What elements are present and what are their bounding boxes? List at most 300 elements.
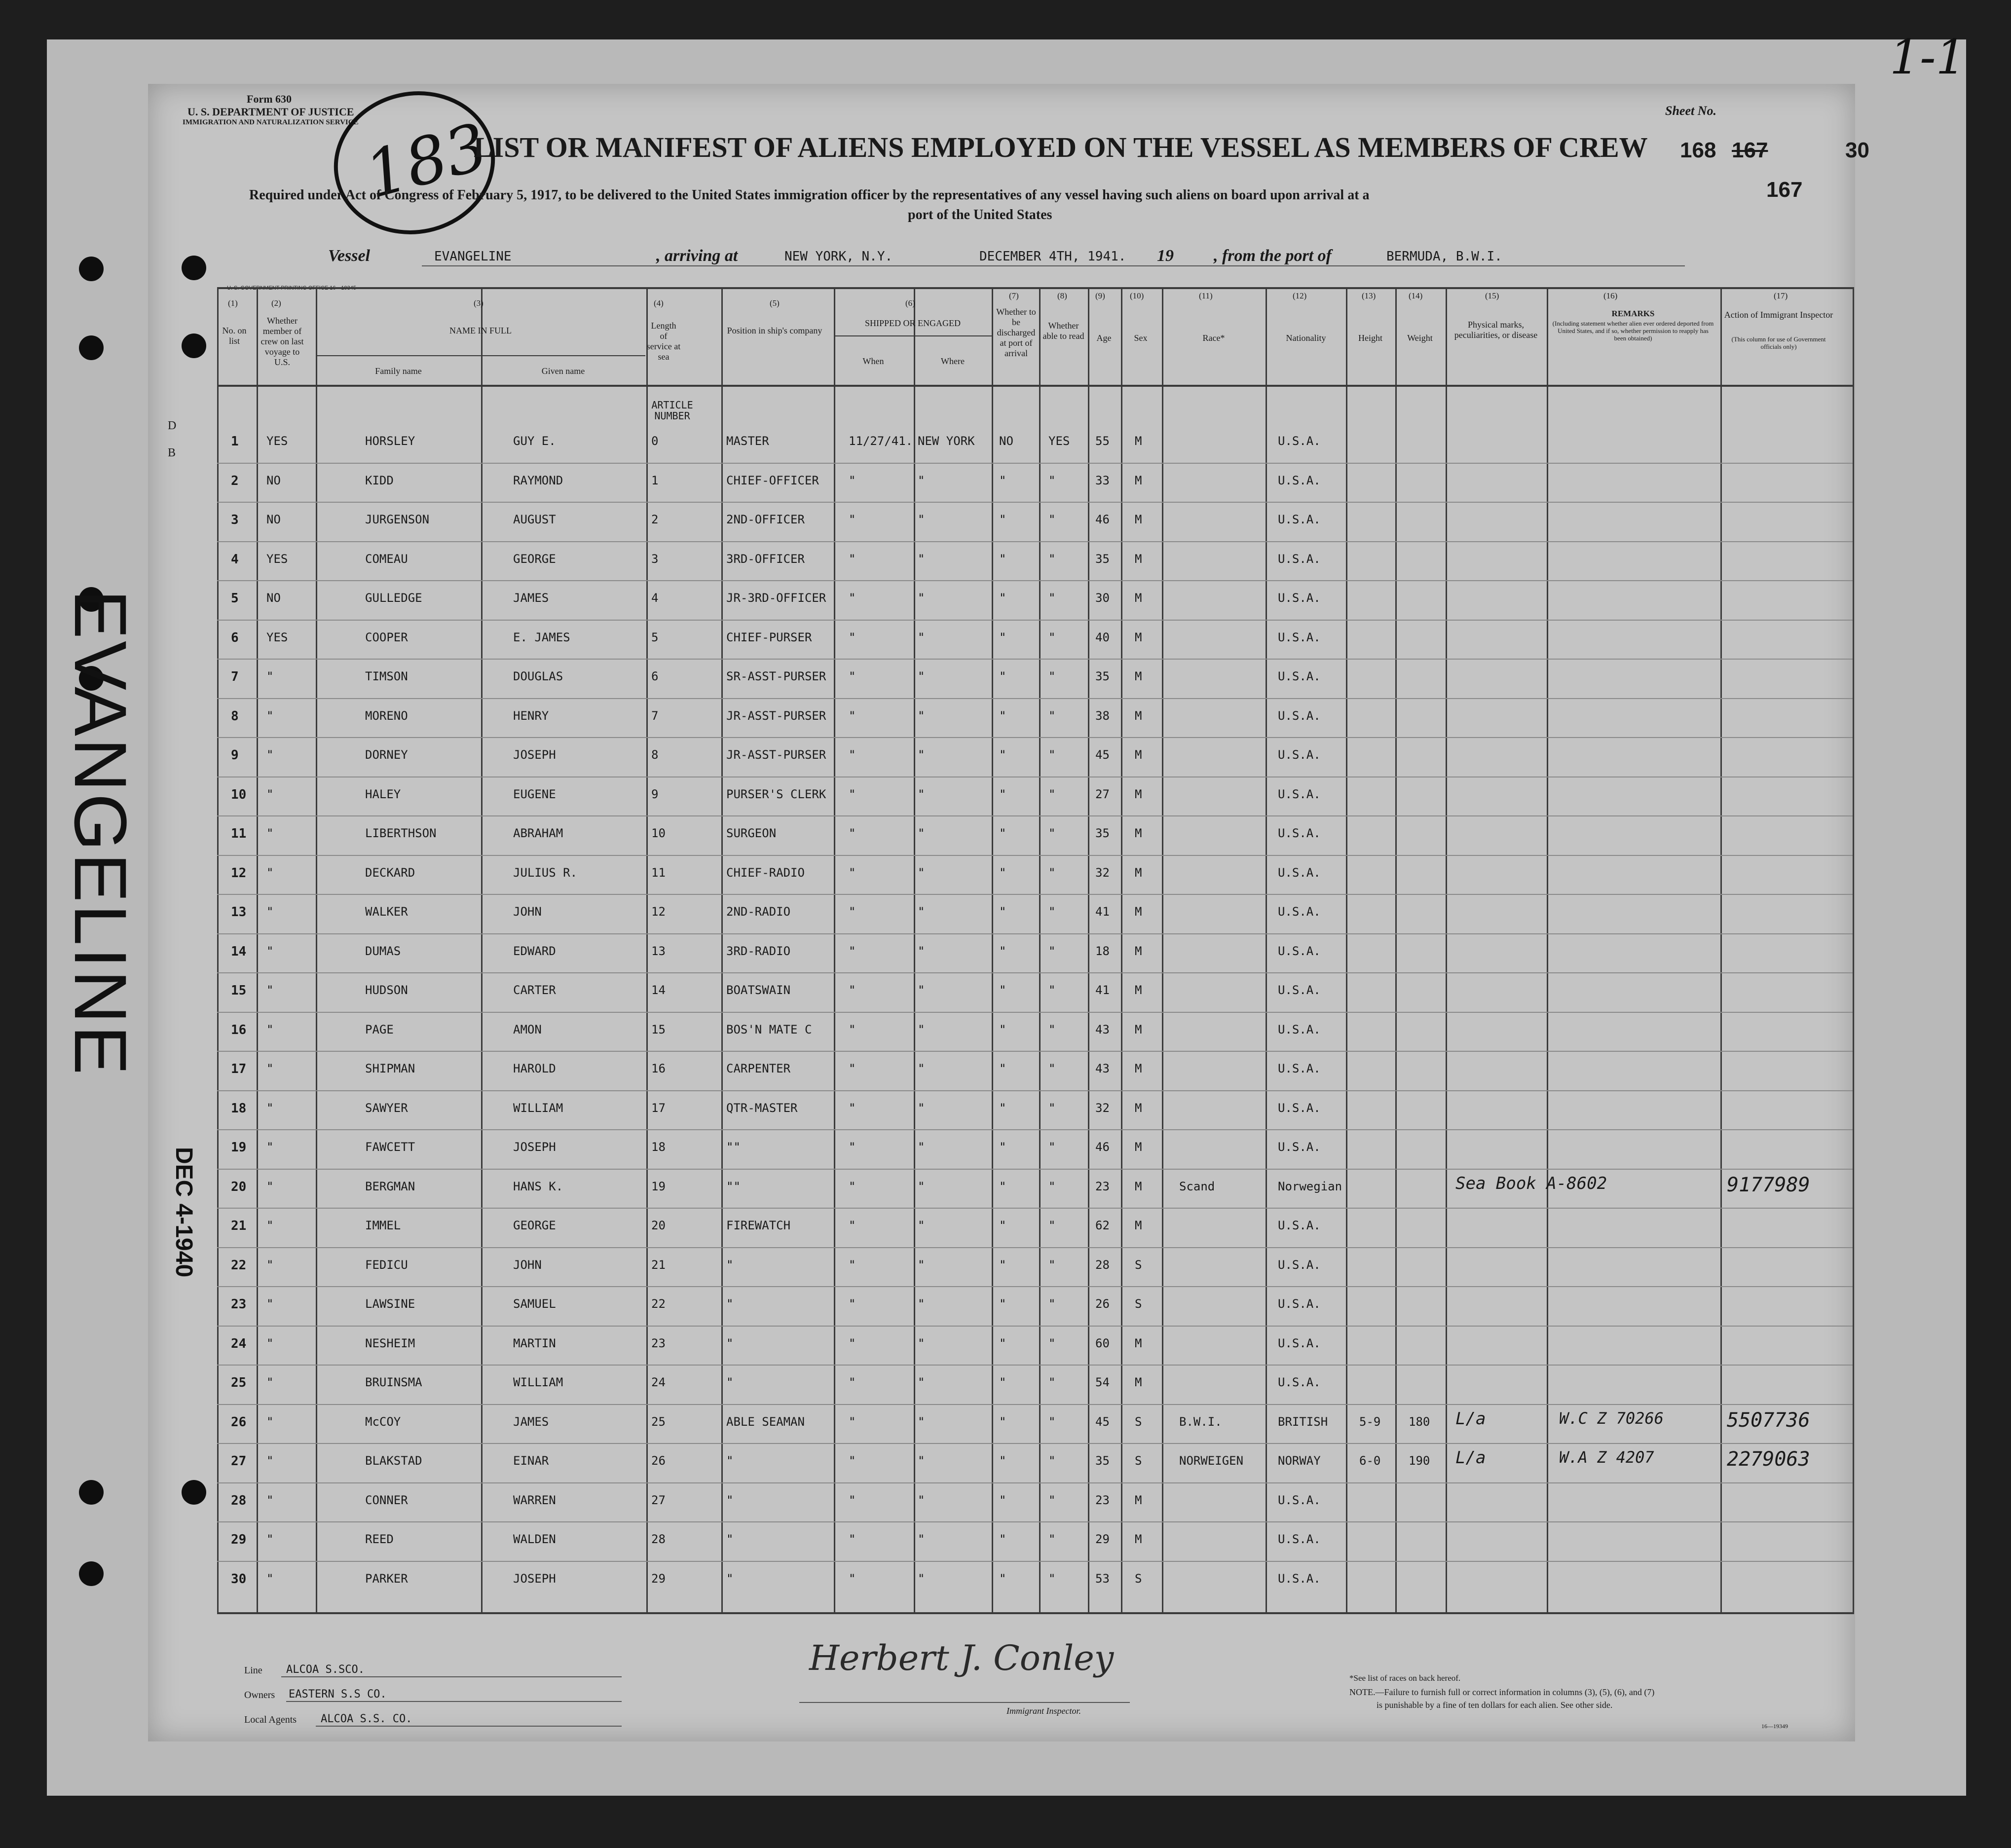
shipped-where: " (918, 748, 925, 762)
col7-header: Whether to be discharged at port of arrival (996, 307, 1036, 358)
col14-number: (14) (1409, 291, 1423, 300)
shipped-when: " (849, 709, 856, 723)
given-name: DOUGLAS (513, 669, 563, 683)
nationality: U.S.A. (1278, 1101, 1321, 1115)
discharge: " (999, 748, 1006, 762)
age: 18 (1095, 944, 1110, 958)
shipped-when: " (849, 1140, 856, 1154)
col4-number: (4) (654, 298, 664, 308)
shipped-when: " (849, 1062, 856, 1075)
col17-header: Action of Immigrant Inspector (1724, 310, 1833, 320)
able-to-read: " (1048, 1297, 1056, 1311)
col3-family-header: Family name (375, 366, 422, 376)
line-value: ALCOA S.SCO. (286, 1663, 365, 1676)
shipped-where: " (918, 1415, 925, 1429)
row-number: 1 (231, 434, 239, 449)
shipped-when: " (849, 669, 856, 683)
column-line (992, 287, 993, 1614)
shipped-where: " (918, 1219, 925, 1232)
row-number: 3 (231, 513, 239, 527)
row-number: 18 (231, 1101, 247, 1116)
shipped-when: " (849, 826, 856, 840)
sex: M (1135, 866, 1142, 880)
row-line (217, 620, 1853, 621)
sex: M (1135, 826, 1142, 840)
prev-voyage: NO (266, 591, 281, 605)
col5-number: (5) (770, 298, 780, 308)
row-line (217, 1404, 1853, 1405)
col10-number: (10) (1130, 291, 1144, 300)
service-length: 25 (651, 1415, 666, 1429)
given-name: SAMUEL (513, 1297, 556, 1311)
shipped-when: " (849, 1101, 856, 1115)
shipped-when: " (849, 1336, 856, 1350)
position: MASTER (726, 434, 769, 448)
col16-subheader: (Including statement whether alien ever ordered deported from United States, and if so, whether permission to reapply has been obtained) (1552, 320, 1714, 342)
vessel-underline (422, 265, 1685, 266)
discharge: " (999, 630, 1006, 644)
age: 32 (1095, 866, 1110, 880)
prev-voyage: NO (266, 513, 281, 526)
position: JR-ASST-PURSER (726, 709, 826, 723)
required-text-2: port of the United States (908, 207, 1052, 222)
service-length: 17 (651, 1101, 666, 1115)
age: 32 (1095, 1101, 1110, 1115)
given-name: AUGUST (513, 513, 556, 526)
shipped-when: " (849, 513, 856, 526)
able-to-read: " (1048, 905, 1056, 919)
shipped-where: " (918, 1336, 925, 1350)
family-name: FEDICU (365, 1258, 408, 1272)
physical-marks: L/a (1455, 1448, 1486, 1468)
shipped-where: NEW YORK (918, 434, 975, 448)
nationality: U.S.A. (1278, 944, 1321, 958)
given-name: ABRAHAM (513, 826, 563, 840)
age: 53 (1095, 1572, 1110, 1586)
prev-voyage: " (266, 1572, 274, 1586)
table-top-border (217, 287, 1853, 289)
given-name: JOHN (513, 905, 542, 919)
nationality: U.S.A. (1278, 513, 1321, 526)
shipped-where: " (918, 1140, 925, 1154)
row-number: 19 (231, 1140, 247, 1155)
races-note: *See list of races on back hereof. (1349, 1673, 1461, 1683)
position: CARPENTER (726, 1062, 791, 1075)
position: JR-ASST-PURSER (726, 748, 826, 762)
discharge: " (999, 905, 1006, 919)
row-line (217, 541, 1853, 542)
remarks: W.C Z 70266 (1559, 1409, 1664, 1428)
position: " (726, 1297, 734, 1311)
vessel-name: EVANGELINE (434, 249, 512, 264)
discharge: " (999, 709, 1006, 723)
discharge: " (999, 1415, 1006, 1429)
family-name: LAWSINE (365, 1297, 415, 1311)
row-number: 23 (231, 1297, 247, 1312)
prev-voyage: " (266, 1258, 274, 1272)
circled-number: 183 (357, 109, 495, 213)
prev-voyage: " (266, 748, 274, 762)
shipped-when: " (849, 866, 856, 880)
row-line (217, 463, 1853, 464)
age: 54 (1095, 1375, 1110, 1389)
shipped-when: " (849, 1454, 856, 1468)
from-port-label: , from the port of (1214, 247, 1332, 265)
able-to-read: " (1048, 1219, 1056, 1232)
column-line (834, 287, 835, 1614)
punch-hole (79, 257, 104, 281)
row-line (217, 1326, 1853, 1327)
age: 41 (1095, 983, 1110, 997)
given-name: GUY E. (513, 434, 556, 448)
form-code: 16—19349 (1761, 1723, 1788, 1730)
able-to-read: " (1048, 1336, 1056, 1350)
shipped-where: " (918, 1375, 925, 1389)
sex: M (1135, 983, 1142, 997)
nationality: U.S.A. (1278, 1258, 1321, 1272)
service-length: 26 (651, 1454, 666, 1468)
family-name: COMEAU (365, 552, 408, 566)
age: 29 (1095, 1532, 1110, 1546)
discharge: " (999, 1572, 1006, 1586)
shipped-when: " (849, 1219, 856, 1232)
discharge: " (999, 866, 1006, 880)
given-name: AMON (513, 1023, 542, 1036)
able-to-read: " (1048, 709, 1056, 723)
inspector-action: 2279063 (1727, 1448, 1810, 1471)
prev-voyage: " (266, 1180, 274, 1193)
able-to-read: " (1048, 1493, 1056, 1507)
family-name: COOPER (365, 630, 408, 644)
family-name: CONNER (365, 1493, 408, 1507)
inspector-label: Immigrant Inspector. (1006, 1706, 1081, 1716)
shipped-when: " (849, 787, 856, 801)
position: " (726, 1493, 734, 1507)
nationality: U.S.A. (1278, 1297, 1321, 1311)
family-name: BERGMAN (365, 1180, 415, 1193)
nationality: BRITISH (1278, 1415, 1328, 1429)
service-length: 6 (651, 669, 659, 683)
age: 30 (1095, 591, 1110, 605)
family-name: JURGENSON (365, 513, 430, 526)
arriving-port: NEW YORK, N.Y. (784, 249, 893, 264)
sex: M (1135, 591, 1142, 605)
family-name: PAGE (365, 1023, 394, 1036)
family-name: HALEY (365, 787, 401, 801)
shipped-when: " (849, 1415, 856, 1429)
age: 62 (1095, 1219, 1110, 1232)
nationality: U.S.A. (1278, 552, 1321, 566)
column-line (316, 287, 317, 1614)
row-number: 9 (231, 748, 239, 763)
prev-voyage: " (266, 709, 274, 723)
row-line (217, 972, 1853, 973)
sex: S (1135, 1258, 1142, 1272)
sex: S (1135, 1454, 1142, 1468)
physical-marks: Sea Book A-8602 (1455, 1174, 1607, 1193)
column-line (257, 287, 258, 1614)
sex: M (1135, 787, 1142, 801)
family-name: SAWYER (365, 1101, 408, 1115)
sex: S (1135, 1572, 1142, 1586)
family-name: BLAKSTAD (365, 1454, 422, 1468)
age: 35 (1095, 669, 1110, 683)
penalty-note-2: is punishable by a fine of ten dollars for each alien. See other side. (1377, 1700, 1613, 1710)
row-number: 14 (231, 944, 247, 959)
col12-header: Nationality (1286, 333, 1326, 343)
shipped-when: " (849, 1493, 856, 1507)
shipped-when: " (849, 1532, 856, 1546)
service-length: 2 (651, 513, 659, 526)
prev-voyage: " (266, 1375, 274, 1389)
column-line (1547, 287, 1548, 1614)
sex: S (1135, 1415, 1142, 1429)
given-name: RAYMOND (513, 474, 563, 487)
punch-hole (182, 1480, 206, 1505)
col9-header: Age (1096, 333, 1112, 343)
given-name: JOSEPH (513, 1140, 556, 1154)
given-name: EDWARD (513, 944, 556, 958)
row-line (217, 1286, 1853, 1287)
col12-number: (12) (1293, 291, 1307, 300)
discharge: " (999, 983, 1006, 997)
given-name: HAROLD (513, 1062, 556, 1075)
given-name: JOSEPH (513, 748, 556, 762)
col6-when-header: When (862, 356, 884, 366)
column-line (1266, 287, 1267, 1614)
nationality: U.S.A. (1278, 709, 1321, 723)
given-name: JULIUS R. (513, 866, 578, 880)
discharge: " (999, 552, 1006, 566)
service-length: 29 (651, 1572, 666, 1586)
service: IMMIGRATION AND NATURALIZATION SERVICE (183, 118, 359, 126)
col6-header: SHIPPED OR ENGAGED (864, 318, 961, 328)
age: 55 (1095, 434, 1110, 448)
nationality: U.S.A. (1278, 630, 1321, 644)
able-to-read: " (1048, 748, 1056, 762)
col16-header: REMARKS (1611, 309, 1655, 318)
shipped-where: " (918, 944, 925, 958)
service-length: 15 (651, 1023, 666, 1036)
able-to-read: " (1048, 1532, 1056, 1546)
row-number: 30 (231, 1572, 247, 1587)
column-line (721, 287, 723, 1614)
column-line (481, 287, 483, 1614)
prev-voyage: " (266, 866, 274, 880)
given-name: GEORGE (513, 1219, 556, 1232)
row-line (217, 855, 1853, 856)
given-name: EINAR (513, 1454, 549, 1468)
age: 43 (1095, 1062, 1110, 1075)
given-name: HANS K. (513, 1180, 563, 1193)
prev-voyage: " (266, 826, 274, 840)
shipped-where: " (918, 709, 925, 723)
service-length: 22 (651, 1297, 666, 1311)
age: 23 (1095, 1493, 1110, 1507)
row-line (217, 1208, 1853, 1209)
col1-number: (1) (228, 298, 238, 308)
shipped-where: " (918, 591, 925, 605)
able-to-read: " (1048, 1415, 1056, 1429)
inspector-action: 9177989 (1727, 1174, 1810, 1196)
family-name: DORNEY (365, 748, 408, 762)
age: 27 (1095, 787, 1110, 801)
race: Scand (1179, 1180, 1215, 1193)
form-number: Form 630 (247, 93, 292, 105)
age: 33 (1095, 474, 1110, 487)
nationality: NORWAY (1278, 1454, 1321, 1468)
nationality: U.S.A. (1278, 591, 1321, 605)
shipped-when: " (849, 983, 856, 997)
row-line (217, 1365, 1853, 1366)
owners-underline (286, 1701, 622, 1702)
agents-underline (316, 1726, 622, 1727)
discharge: " (999, 1454, 1006, 1468)
shipped-where: " (918, 1180, 925, 1193)
row-line (217, 659, 1853, 660)
family-name: DECKARD (365, 866, 415, 880)
family-name: WALKER (365, 905, 408, 919)
column-line (646, 287, 648, 1614)
shipped-when: " (849, 591, 856, 605)
row-line (217, 698, 1853, 699)
able-to-read: " (1048, 474, 1056, 487)
age: 45 (1095, 1415, 1110, 1429)
signature-underline (799, 1702, 1130, 1703)
shipped-when: " (849, 630, 856, 644)
service-length: 0 (651, 434, 659, 448)
punch-hole (182, 256, 206, 280)
sheet-number-crossed: 167 (1732, 138, 1768, 162)
family-name: KIDD (365, 474, 394, 487)
column-line (1121, 287, 1122, 1614)
age: 45 (1095, 748, 1110, 762)
col15-header: Physical marks, peculiarities, or disease (1454, 320, 1538, 340)
shipped-when: " (849, 944, 856, 958)
given-name: JAMES (513, 591, 549, 605)
age: 40 (1095, 630, 1110, 644)
prev-voyage: " (266, 1140, 274, 1154)
column-line (1395, 287, 1397, 1614)
position: BOS'N MATE C (726, 1023, 812, 1036)
row-line (217, 1169, 1853, 1170)
age: 41 (1095, 905, 1110, 919)
position: CHIEF-OFFICER (726, 474, 819, 487)
service-length: 24 (651, 1375, 666, 1389)
row-line (217, 1561, 1853, 1562)
discharge: NO (999, 434, 1013, 448)
able-to-read: " (1048, 1062, 1056, 1075)
position: PURSER'S CLERK (726, 787, 826, 801)
given-name: WALDEN (513, 1532, 556, 1546)
discharge: " (999, 669, 1006, 683)
column-line (1346, 287, 1347, 1614)
shipped-when: " (849, 748, 856, 762)
discharge: " (999, 1493, 1006, 1507)
position: " (726, 1375, 734, 1389)
discharge: " (999, 1532, 1006, 1546)
col5-header: Position in ship's company (727, 326, 822, 335)
prev-voyage: " (266, 1336, 274, 1350)
position: " (726, 1454, 734, 1468)
sex: M (1135, 474, 1142, 487)
shipped-where: " (918, 866, 925, 880)
physical-marks: L/a (1455, 1409, 1486, 1429)
position: BOATSWAIN (726, 983, 791, 997)
family-name: IMMEL (365, 1219, 401, 1232)
col6-where-header: Where (941, 356, 965, 366)
nationality: U.S.A. (1278, 1532, 1321, 1546)
row-line (217, 502, 1853, 503)
row-number: 20 (231, 1180, 247, 1194)
given-name: WARREN (513, 1493, 556, 1507)
col8-header: Whether able to read (1043, 321, 1084, 341)
position: CHIEF-RADIO (726, 866, 805, 880)
column-line (217, 287, 219, 1614)
col10-header: Sex (1134, 333, 1148, 343)
service-length: 7 (651, 709, 659, 723)
row-number: 16 (231, 1023, 247, 1037)
sex: M (1135, 552, 1142, 566)
prev-voyage: NO (266, 474, 281, 487)
row-line (217, 580, 1853, 581)
row-line (217, 1482, 1853, 1483)
shipped-when: " (849, 474, 856, 487)
shipped-where: " (918, 1493, 925, 1507)
row-line (217, 1012, 1853, 1013)
row-line (217, 933, 1853, 934)
family-name: HUDSON (365, 983, 408, 997)
race: NORWEIGEN (1179, 1454, 1244, 1468)
col1-header: No. on list (222, 326, 247, 346)
col9-number: (9) (1095, 291, 1105, 300)
family-name: BRUINSMA (365, 1375, 422, 1389)
nationality: U.S.A. (1278, 1219, 1321, 1232)
family-name: TIMSON (365, 669, 408, 683)
discharge: " (999, 1023, 1006, 1036)
prev-voyage: " (266, 1219, 274, 1232)
able-to-read: " (1048, 1258, 1056, 1272)
position: " (726, 1572, 734, 1586)
sheet-number-side: 167 (1766, 178, 1803, 202)
nationality: U.S.A. (1278, 748, 1321, 762)
shipped-when: " (849, 905, 856, 919)
prev-voyage: YES (266, 630, 288, 644)
vessel-label: Vessel (328, 247, 370, 265)
family-name: GULLEDGE (365, 591, 422, 605)
shipped-where: " (918, 905, 925, 919)
shipped-where: " (918, 1532, 925, 1546)
shipped-when: " (849, 552, 856, 566)
shipped-where: " (918, 826, 925, 840)
service-length: 10 (651, 826, 666, 840)
shipped-where: " (918, 1572, 925, 1586)
sex: M (1135, 1140, 1142, 1154)
given-name: E. JAMES (513, 630, 570, 644)
inspector-signature: Herbert J. Conley (809, 1638, 1114, 1678)
row-number: 29 (231, 1532, 247, 1547)
position: ABLE SEAMAN (726, 1415, 805, 1429)
shipped-where: " (918, 474, 925, 487)
given-name: CARTER (513, 983, 556, 997)
shipped-where: " (918, 630, 925, 644)
age: 38 (1095, 709, 1110, 723)
family-name: FAWCETT (365, 1140, 415, 1154)
position: 2ND-RADIO (726, 905, 791, 919)
nationality: U.S.A. (1278, 866, 1321, 880)
col13-header: Height (1358, 333, 1382, 343)
row-number: 6 (231, 630, 239, 645)
